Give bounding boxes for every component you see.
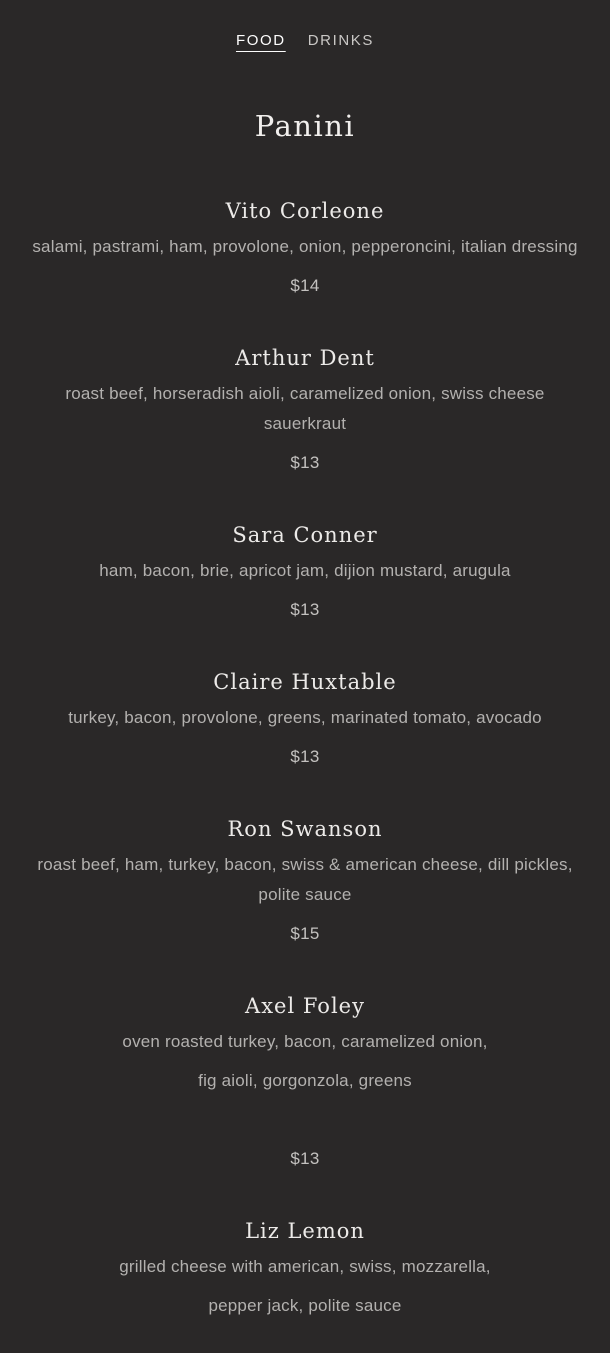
menu-item-description-line: pepper jack, polite sauce [208, 1296, 402, 1315]
menu-item-price: $15 [290, 924, 320, 943]
menu-item-name: Claire Huxtable [213, 670, 397, 694]
nav-tab[interactable]: DRINKS [307, 32, 374, 49]
menu-item [0, 520, 610, 625]
menu-item-price: $13 [290, 600, 320, 619]
menu-item [0, 1216, 610, 1321]
nav-tab[interactable]: FOOD [235, 32, 286, 49]
menu-item-price: $13 [290, 1149, 320, 1168]
menu-item-name: Axel Foley [245, 994, 365, 1018]
menu-item-price: $14 [290, 276, 320, 295]
menu-item [0, 667, 610, 772]
menu-item-price: $13 [290, 453, 320, 472]
menu-item-description-line: grilled cheese with american, swiss, mozzarella, [119, 1257, 491, 1276]
menu-item-name: Liz Lemon [245, 1219, 365, 1243]
menu-item-description-line: oven roasted turkey, bacon, caramelized onion, [122, 1032, 488, 1051]
menu-item-name: Sara Conner [232, 523, 378, 547]
menu-list [0, 196, 610, 1321]
menu-item-description-line [26, 1105, 584, 1135]
menu-item-name: Ron Swanson [227, 817, 383, 841]
menu-item [0, 814, 610, 949]
menu-item [0, 196, 610, 301]
top-nav [0, 31, 610, 51]
section-title: Panini [254, 109, 356, 143]
menu-item-description-line: roast beef, horseradish aioli, caramelized onion, swiss cheese sauerkraut [65, 384, 545, 433]
menu-item-description-line: roast beef, ham, turkey, bacon, swiss & american cheese, dill pickles, polite sauce [37, 855, 573, 904]
menu-item-description-line: fig aioli, gorgonzola, greens [198, 1071, 412, 1090]
menu-item [0, 991, 610, 1174]
menu-item-name: Vito Corleone [225, 199, 385, 223]
menu-item-description-line: salami, pastrami, ham, provolone, onion, pepperoncini, italian dressing [32, 237, 578, 256]
menu-item-name: Arthur Dent [235, 346, 375, 370]
menu-item-price: $13 [290, 747, 320, 766]
menu-item-description-line: ham, bacon, brie, apricot jam, dijion mustard, arugula [99, 561, 511, 580]
menu-item-description-line: turkey, bacon, provolone, greens, marinated tomato, avocado [68, 708, 542, 727]
menu-item [0, 343, 610, 478]
